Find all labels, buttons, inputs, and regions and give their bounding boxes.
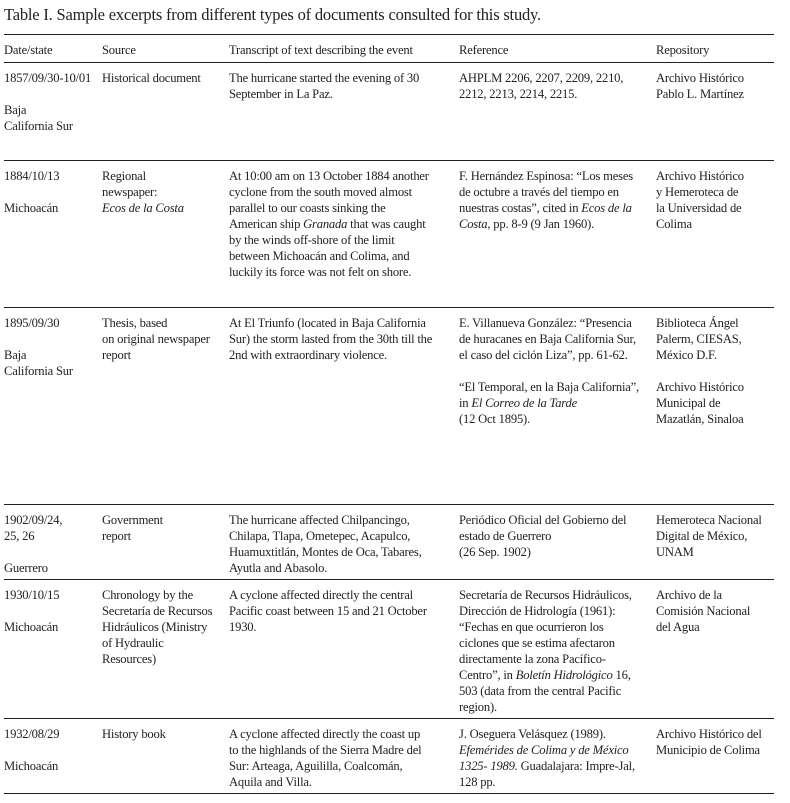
text-segment: in xyxy=(459,396,472,410)
italic-text: Costa xyxy=(459,217,488,231)
text-line: Historical document xyxy=(102,71,201,85)
text-line xyxy=(459,742,635,758)
text-line: Archivo Histórico xyxy=(656,169,744,183)
cell-source xyxy=(102,587,212,667)
text-line: Huamuxtitlán, Montes de Oca, Tabares, xyxy=(229,545,422,559)
text-line: Municipal de xyxy=(656,396,721,410)
text-line: 2nd with extraordinary violence. xyxy=(229,348,387,362)
text-segment: , pp. 8-9 (9 Jan 1960). xyxy=(487,217,595,231)
text-line: Baja xyxy=(4,103,27,117)
text-line: 1884/10/13 xyxy=(4,169,60,183)
cell-source xyxy=(102,70,201,86)
text-line: Archivo Histórico xyxy=(656,380,744,394)
text-line: region). xyxy=(459,700,497,714)
text-line xyxy=(459,200,633,216)
italic-text: El Correo de la Tarde xyxy=(471,396,578,410)
text-line xyxy=(4,184,59,200)
text-segment: 16, xyxy=(612,668,631,682)
text-line: Dirección de Hidrología (1961): xyxy=(459,604,616,618)
table-caption: Table I. Sample excerpts from different types of documents consulted for this study. xyxy=(4,5,541,24)
text-line xyxy=(102,200,184,216)
cell-source xyxy=(102,315,210,363)
cell-source xyxy=(102,168,184,216)
cell-date-state xyxy=(4,726,59,774)
text-line xyxy=(459,395,639,411)
text-line: report xyxy=(102,348,131,362)
text-line: 128 pp. xyxy=(459,775,496,789)
text-line: Biblioteca Ángel xyxy=(656,316,739,330)
text-line: report xyxy=(102,529,131,543)
text-line: directamente la zona Pacífico- xyxy=(459,652,606,666)
text-line: Sur: Arteaga, Aguililla, Coalcomán, xyxy=(229,759,403,773)
text-line: Michoacán xyxy=(4,759,59,773)
text-line: Municipio de Colima xyxy=(656,743,760,757)
text-line xyxy=(4,86,91,102)
text-line xyxy=(4,331,73,347)
text-line: between Michoacán and Colima, and xyxy=(229,249,410,263)
cell-transcript xyxy=(229,70,419,102)
column-header-date-state: Date/state xyxy=(4,43,53,57)
text-segment: Guadalajara: Impre-Jal, xyxy=(517,759,635,773)
column-header-repository: Repository xyxy=(656,43,710,57)
text-line: Colima xyxy=(656,217,692,231)
cell-transcript xyxy=(229,726,421,790)
text-line: Digital de México, xyxy=(656,529,748,543)
text-line: Archivo Histórico xyxy=(656,71,744,85)
cell-date-state xyxy=(4,70,91,134)
text-line: newspaper: xyxy=(102,185,158,199)
text-line: F. Hernández Espinosa: “Los meses xyxy=(459,169,633,183)
text-line: 1902/09/24, xyxy=(4,513,63,527)
column-header-source: Source xyxy=(102,43,136,57)
text-line: to the highlands of the Sierra Madre del xyxy=(229,743,422,757)
text-line xyxy=(4,603,59,619)
text-line: Resources) xyxy=(102,652,156,666)
text-line: y Hemeroteca de xyxy=(656,185,739,199)
cell-repository xyxy=(656,587,750,635)
cell-transcript xyxy=(229,587,427,635)
text-line: Government xyxy=(102,513,163,527)
cell-reference xyxy=(459,315,639,427)
text-line: At El Triunfo (located in Baja California xyxy=(229,316,426,330)
cell-date-state xyxy=(4,168,59,216)
italic-text: Granada xyxy=(303,217,348,231)
text-line xyxy=(459,667,632,683)
text-line: (12 Oct 1895). xyxy=(459,412,530,426)
text-line: Chronology by the xyxy=(102,588,194,602)
text-line: A cyclone affected directly the coast up xyxy=(229,727,421,741)
text-line: estado de Guerrero xyxy=(459,529,552,543)
text-line: Mazatlán, Sinaloa xyxy=(656,412,744,426)
cell-reference xyxy=(459,726,635,790)
cell-reference xyxy=(459,587,632,715)
text-line xyxy=(656,363,744,379)
cell-date-state xyxy=(4,587,59,635)
text-line: The hurricane started the evening of 30 xyxy=(229,71,420,85)
text-line: del Agua xyxy=(656,620,700,634)
text-line: Thesis, based xyxy=(102,316,168,330)
text-line: The hurricane affected Chilpancingo, xyxy=(229,513,410,527)
cell-source xyxy=(102,726,166,742)
text-line: on original newspaper xyxy=(102,332,210,346)
text-line: Periódico Oficial del Gobierno del xyxy=(459,513,627,527)
cell-reference xyxy=(459,168,633,232)
italic-text: Ecos de la Costa xyxy=(102,201,184,215)
table-top-rule xyxy=(4,34,774,35)
cell-repository xyxy=(656,512,762,560)
text-line: México D.F. xyxy=(656,348,717,362)
text-line xyxy=(229,216,429,232)
text-line: of Hydraulic xyxy=(102,636,164,650)
text-line: 1895/09/30 xyxy=(4,316,60,330)
text-line: 1857/09/30-10/01 xyxy=(4,71,92,85)
cell-date-state xyxy=(4,512,62,576)
text-line: Secretaría de Recursos Hidráulicos, xyxy=(459,588,632,602)
text-line: Palerm, CIESAS, xyxy=(656,332,742,346)
text-line: de octubre a través del tiempo en xyxy=(459,185,619,199)
row-rule xyxy=(4,579,774,580)
text-line: Sur) the storm lasted from the 30th till the xyxy=(229,332,433,346)
text-line: Baja xyxy=(4,348,27,362)
text-line xyxy=(459,758,635,774)
text-segment: nuestras costas”, cited in xyxy=(459,201,582,215)
text-line: Chilapa, Tlapa, Ometepec, Acapulco, xyxy=(229,529,411,543)
cell-transcript xyxy=(229,512,422,576)
text-line: Ayutla and Abasolo. xyxy=(229,561,328,575)
italic-text: 1325- 1989. xyxy=(459,759,518,773)
text-line xyxy=(459,216,633,232)
cell-repository xyxy=(656,315,744,427)
text-line: Aquila and Villa. xyxy=(229,775,312,789)
text-line: AHPLM 2206, 2207, 2209, 2210, xyxy=(459,71,624,85)
text-line xyxy=(4,544,62,560)
text-line: A cyclone affected directly the central xyxy=(229,588,413,602)
text-line: Pacific coast between 15 and 21 October xyxy=(229,604,427,618)
header-rule xyxy=(4,62,774,63)
text-line: “El Temporal, en la Baja California”, xyxy=(459,380,639,394)
text-line xyxy=(4,742,59,758)
cell-reference xyxy=(459,512,626,560)
text-line: (26 Sep. 1902) xyxy=(459,545,531,559)
text-line: History book xyxy=(102,727,166,741)
text-line: 1930. xyxy=(229,620,257,634)
cell-reference xyxy=(459,70,623,102)
text-line: Pablo L. Martínez xyxy=(656,87,744,101)
text-line: UNAM xyxy=(656,545,694,559)
text-line: Hidráulicos (Ministry xyxy=(102,620,208,634)
text-line: California Sur xyxy=(4,119,73,133)
text-line: 25, 26 xyxy=(4,529,35,543)
text-line: ciclones que se estima afectaron xyxy=(459,636,615,650)
text-line: la Universidad de xyxy=(656,201,742,215)
row-rule xyxy=(4,718,774,719)
cell-date-state xyxy=(4,315,73,379)
italic-text: Ecos de la xyxy=(581,201,632,215)
cell-transcript xyxy=(229,315,432,363)
text-line: Michoacán xyxy=(4,201,59,215)
cell-repository xyxy=(656,726,762,758)
text-line: luckily its force was not felt on shore. xyxy=(229,265,412,279)
text-line: Regional xyxy=(102,169,146,183)
row-rule xyxy=(4,504,774,505)
column-header-reference: Reference xyxy=(459,43,509,57)
text-line: parallel to our coasts sinking the xyxy=(229,201,386,215)
cell-source xyxy=(102,512,163,544)
text-line: Archivo de la xyxy=(656,588,722,602)
text-line: California Sur xyxy=(4,364,73,378)
text-line: “Fechas en que ocurrieron los xyxy=(459,620,604,634)
text-line: cyclone from the south moved almost xyxy=(229,185,412,199)
cell-transcript xyxy=(229,168,429,280)
text-line: Hemeroteca Nacional xyxy=(656,513,762,527)
text-line: Michoacán xyxy=(4,620,59,634)
text-line: Archivo Histórico del xyxy=(656,727,762,741)
cell-repository xyxy=(656,70,744,102)
text-line: 2212, 2213, 2214, 2215. xyxy=(459,87,578,101)
text-segment: that was caught xyxy=(347,217,426,231)
text-line: 503 (data from the central Pacific xyxy=(459,684,622,698)
text-line: 1930/10/15 xyxy=(4,588,60,602)
text-line: September in La Paz. xyxy=(229,87,333,101)
italic-text: Efemérides de Colima y de México xyxy=(459,743,629,757)
italic-text: Boletín Hidrológico xyxy=(515,668,613,682)
text-line: el caso del ciclón Liza”, pp. 61-62. xyxy=(459,348,628,362)
text-line: E. Villanueva González: “Presencia xyxy=(459,316,632,330)
text-line: de huracanes en Baja California Sur, xyxy=(459,332,636,346)
column-header-transcript: Transcript of text describing the event xyxy=(229,43,413,57)
text-line: 1932/08/29 xyxy=(4,727,60,741)
text-segment: American ship xyxy=(229,217,304,231)
text-line: Guerrero xyxy=(4,561,48,575)
cell-repository xyxy=(656,168,744,232)
text-line: J. Oseguera Velásquez (1989). xyxy=(459,727,606,741)
text-line: At 10:00 am on 13 October 1884 another xyxy=(229,169,429,183)
row-rule xyxy=(4,793,774,794)
text-segment: Centro”, in xyxy=(459,668,516,682)
row-rule xyxy=(4,307,774,308)
text-line: Secretaría de Recursos xyxy=(102,604,213,618)
text-line: by the winds off-shore of the limit xyxy=(229,233,395,247)
text-line: Comisión Nacional xyxy=(656,604,751,618)
row-rule xyxy=(4,160,774,161)
text-line xyxy=(459,363,639,379)
